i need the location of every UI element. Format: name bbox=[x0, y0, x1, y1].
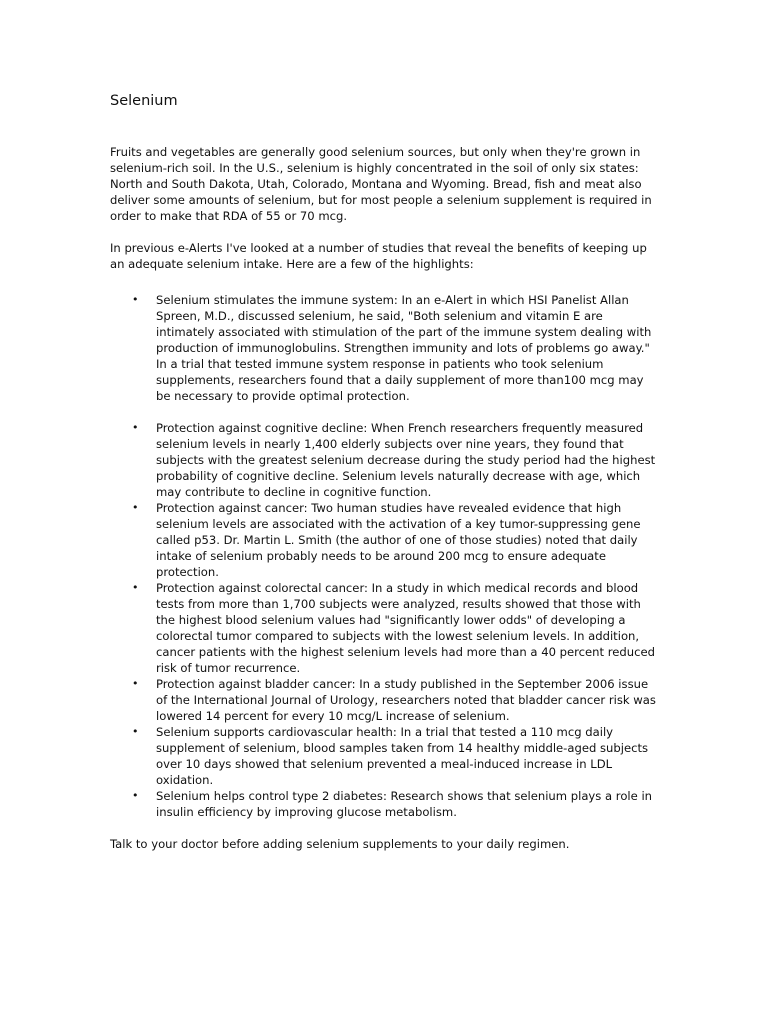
list-item bbox=[110, 724, 658, 788]
document-title: Selenium bbox=[110, 93, 178, 109]
bullet-icon: • bbox=[132, 789, 139, 802]
list-item bbox=[110, 420, 658, 500]
intro-paragraph: Fruits and vegetables are generally good selenium sources, but only when they're grown in selenium-rich soil. In the U.S., selenium is highly concentrated in the soil of only six states: North and South Dakota, Utah, Colorado, Montana and Wyoming. Bread, fish and meat also deliver some amounts of selenium, but for most people a selenium supplement is required in order to make that RDA of 55 or 70 mcg. bbox=[110, 145, 652, 223]
highlights-list bbox=[110, 292, 658, 820]
list-item-text: Protection against cancer: Two human studies have revealed evidence that high selenium levels are associated with the activation of a key tumor-suppressing gene called p53. Dr. Martin L. Smith (the author of one of those studies) noted that daily intake of selenium probably needs to be around 200 mcg to ensure adequate protection. bbox=[156, 501, 641, 579]
bullet-icon: • bbox=[132, 421, 139, 434]
bullet-icon: • bbox=[132, 501, 139, 514]
list-item bbox=[110, 292, 658, 404]
list-item-text: Protection against bladder cancer: In a study published in the September 2006 issue of the International Journal of Urology, researchers noted that bladder cancer risk was lowered 14 percent for every 10 mcg/L increase of selenium. bbox=[156, 677, 656, 723]
list-item bbox=[110, 500, 658, 580]
closing-paragraph: Talk to your doctor before adding selenium supplements to your daily regimen. bbox=[110, 837, 570, 851]
bullet-icon: • bbox=[132, 725, 139, 738]
list-item-text: Protection against cognitive decline: When French researchers frequently measured selenium levels in nearly 1,400 elderly subjects over nine years, they found that subjects with the greatest selenium decrease during the study period had the highest probability of cognitive decline. Selenium levels naturally decrease with age, which may contribute to decline in cognitive function. bbox=[156, 421, 656, 499]
list-item bbox=[110, 580, 658, 676]
list-item-text: Selenium supports cardiovascular health: In a trial that tested a 110 mcg daily supplement of selenium, blood samples taken from 14 healthy middle-aged subjects over 10 days showed that selenium prevented a meal-induced increase in LDL oxidation. bbox=[156, 725, 649, 787]
list-item-text: Protection against colorectal cancer: In a study in which medical records and blood tests from more than 1,700 subjects were analyzed, results showed that those with the highest blood selenium values had "significantly lower odds" of developing a colorectal tumor compared to subjects with the lowest selenium levels. In addition, cancer patients with the highest selenium levels had more than a 40 percent reduced risk of tumor recurrence. bbox=[156, 581, 655, 675]
previous-alerts-paragraph: In previous e-Alerts I've looked at a number of studies that reveal the benefits of keeping up an adequate selenium intake. Here are a few of the highlights: bbox=[110, 241, 647, 271]
list-item bbox=[110, 788, 658, 820]
bullet-icon: • bbox=[132, 677, 139, 690]
list-item-text: Selenium stimulates the immune system: In an e-Alert in which HSI Panelist Allan Spreen, M.D., discussed selenium, he said, "Both selenium and vitamin E are intimately associated with stimulation of the part of the immune system dealing with production of immunoglobulins. Strengthen immunity and lots of problems go away." In a trial that tested immune system response in patients who took selenium supplements, researchers found that a daily supplement of more than100 mcg may be necessary to provide optimal protection. bbox=[156, 293, 652, 403]
list-item-text: Selenium helps control type 2 diabetes: Research shows that selenium plays a role in insulin efficiency by improving glucose metabolism. bbox=[156, 789, 653, 819]
list-item bbox=[110, 676, 658, 724]
document-page bbox=[110, 92, 658, 868]
bullet-icon: • bbox=[132, 293, 139, 306]
bullet-icon: • bbox=[132, 581, 139, 594]
